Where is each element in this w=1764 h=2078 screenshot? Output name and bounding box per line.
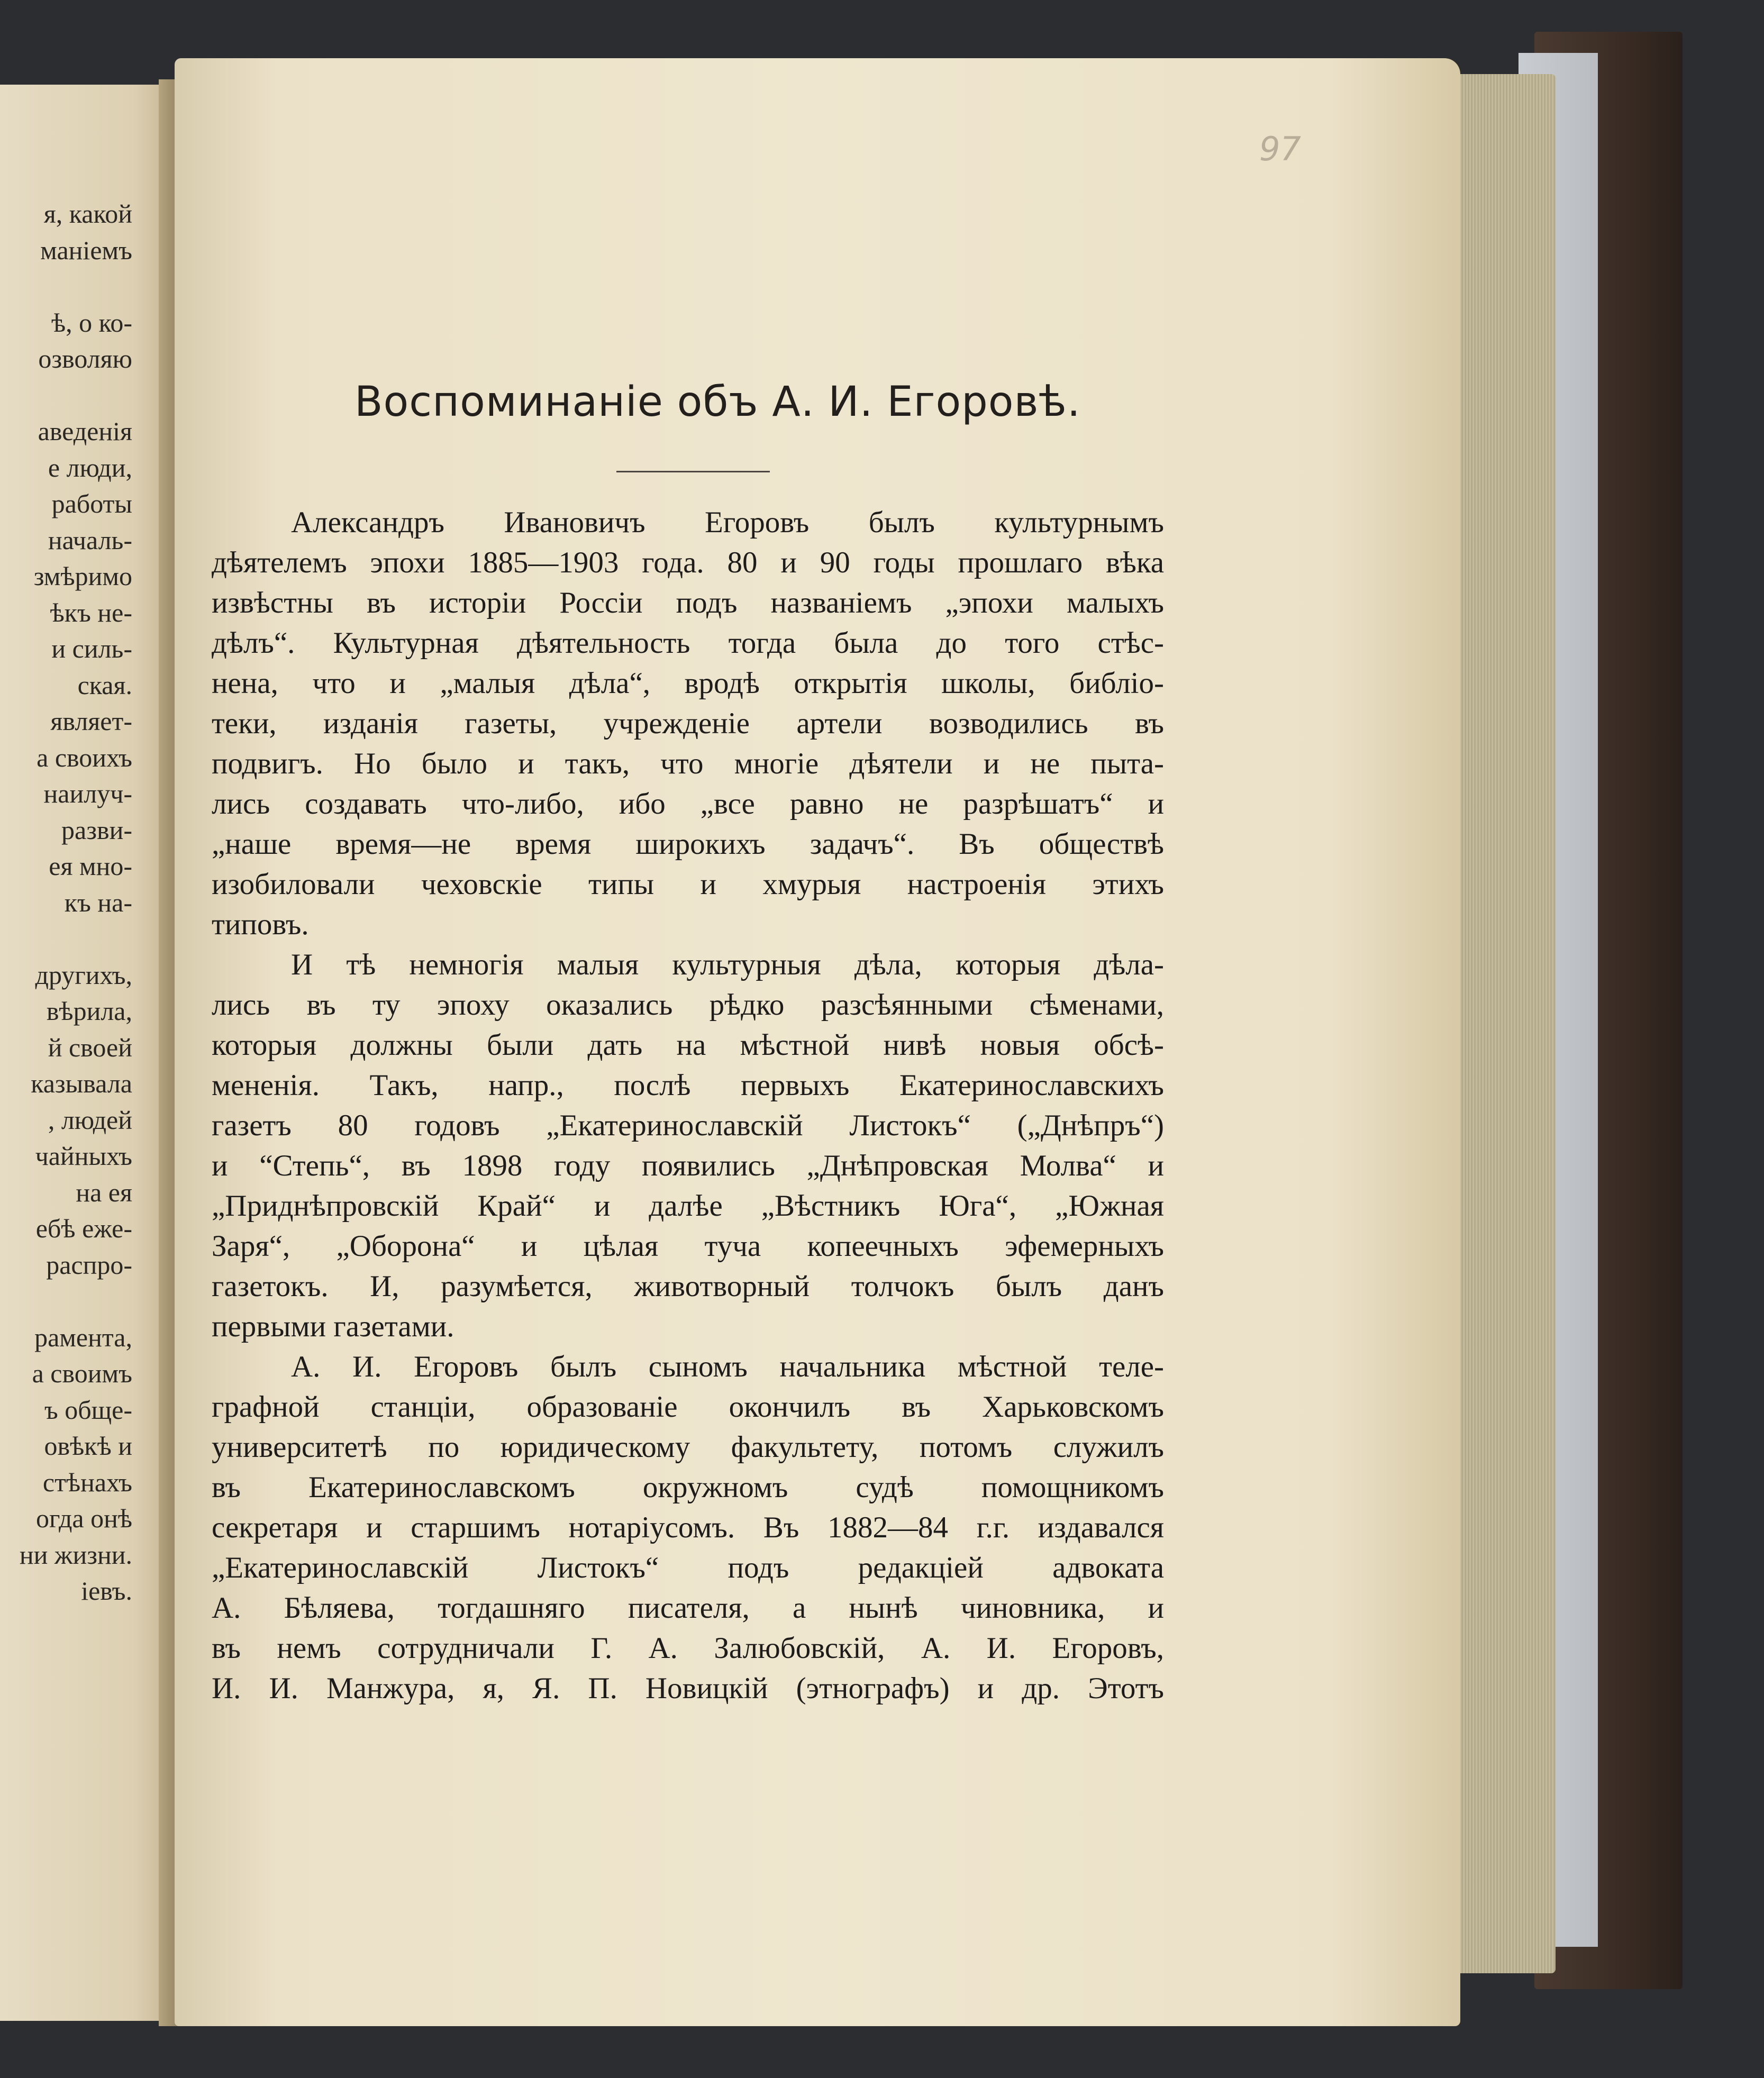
left-page-line: ѣкъ не- (50, 597, 132, 627)
body-line: лись создавать что-либо, ибо „все равно не разрѣшатъ“ и (212, 787, 1164, 821)
body-line: извѣстны въ исторіи Россіи подъ названіемъ „эпохи малыхъ (212, 586, 1164, 619)
body-line: Александръ Ивановичъ Егоровъ былъ культурнымъ (291, 506, 1164, 539)
page-number: 97 (1259, 130, 1301, 168)
left-page-line (0, 377, 132, 414)
left-page-line: распро- (46, 1250, 132, 1280)
left-page-line: на ея (76, 1177, 132, 1207)
left-page-line: и силь- (51, 634, 132, 663)
body-line: университетѣ по юридическому факультету, потомъ служилъ (212, 1430, 1164, 1464)
left-page-line: казывала (31, 1069, 132, 1098)
body-line: А. Бѣляева, тогдашняго писателя, а нынѣ чиновника, и (212, 1591, 1164, 1625)
title-rule (616, 471, 770, 472)
left-page-line: другихъ, (35, 960, 132, 990)
left-page-line: началь- (48, 525, 132, 555)
body-line: подвигъ. Но было и такъ, что многіе дѣятели и не пыта- (212, 747, 1164, 780)
left-page-line: ея мно- (49, 851, 132, 881)
body-line: лись въ ту эпоху оказались рѣдко разсѣянными сѣменами, (212, 988, 1164, 1022)
body-line: газетъ 80 годовъ „Екатеринославскій Листокъ“ („Днѣпръ“) (212, 1109, 1164, 1142)
body-line: „Екатеринославскій Листокъ“ подъ редакціей адвоката (212, 1551, 1164, 1584)
left-page-line: а своимъ (32, 1359, 132, 1388)
body-line: теки, изданія газеты, учрежденіе артели возводились въ (212, 707, 1164, 740)
left-page-line: а своихъ (37, 742, 132, 772)
left-page-line: іевъ. (81, 1576, 132, 1606)
body-line: И тѣ немногія малыя культурныя дѣла, которыя дѣла- (291, 948, 1164, 981)
body-line: графной станціи, образованіе окончилъ въ Харьковскомъ (212, 1390, 1164, 1424)
body-line: которыя должны были дать на мѣстной нивѣ новыя обсѣ- (212, 1028, 1164, 1062)
left-page-line: ъ обще- (44, 1395, 132, 1425)
left-page-line: чайныхъ (35, 1141, 132, 1171)
body-line: газетокъ. И, разумѣется, животворный толчокъ былъ данъ (212, 1270, 1164, 1303)
page-edges (1450, 74, 1556, 1973)
left-page-line: разви- (61, 815, 132, 845)
left-page-line: огда онѣ (35, 1503, 132, 1533)
body-line: дѣлъ“. Культурная дѣятельность тогда была до того стѣс- (212, 626, 1164, 660)
body-line: дѣятелемъ эпохи 1885—1903 года. 80 и 90 годы прошлаго вѣка (212, 546, 1164, 579)
body-line: „наше время—не время широкихъ задачъ“. Въ обществѣ (212, 827, 1164, 861)
body-line: секретаря и старшимъ нотаріусомъ. Въ 1882—84 г.г. издавался (212, 1511, 1164, 1544)
body-line: мененія. Такъ, напр., послѣ первыхъ Екатеринославскихъ (212, 1069, 1164, 1102)
left-page-line: овѣкѣ и (44, 1431, 132, 1461)
left-page-line: , людей (48, 1105, 132, 1135)
left-page-line: ебѣ еже- (35, 1214, 132, 1243)
left-page-line: маніемъ (40, 235, 132, 265)
body-line: типовъ. (212, 908, 309, 941)
left-page-line: работы (51, 489, 132, 518)
left-page-line: рамента, (34, 1322, 132, 1352)
left-page-line: аведенія (38, 416, 132, 446)
body-line: и “Степь“, въ 1898 году появились „Днѣпровская Молва“ и (212, 1149, 1164, 1182)
left-page-line: змѣримо (33, 561, 132, 591)
body-line: въ немъ сотрудничали Г. А. Залюбовскій, А. И. Егоровъ, (212, 1632, 1164, 1665)
left-page-line: я, какой (43, 199, 132, 229)
body-line: „Приднѣпровскій Край“ и далѣе „Вѣстникъ Юга“, „Южная (212, 1189, 1164, 1223)
left-page-text (0, 196, 132, 1609)
article-body (212, 503, 1164, 1709)
left-page-line (0, 268, 132, 305)
body-line: изобиловали чеховскіе типы и хмурыя настроенія этихъ (212, 868, 1164, 901)
left-page-line: къ на- (64, 887, 132, 917)
left-page-line: являет- (50, 706, 132, 736)
left-page-line: ѣ, о ко- (51, 307, 132, 338)
left-page-line: й своей (48, 1032, 132, 1062)
left-page-line (0, 1283, 132, 1319)
left-page-line (0, 920, 132, 957)
left-page-line: е люди, (48, 452, 132, 482)
left-page-line: ни жизни. (19, 1539, 132, 1570)
left-page-line: стѣнахъ (42, 1467, 132, 1497)
body-line: И. И. Манжура, я, Я. П. Новицкій (этнографъ) и др. Этотъ (212, 1672, 1164, 1705)
body-line: А. И. Егоровъ былъ сыномъ начальника мѣстной теле- (291, 1350, 1164, 1383)
article-title: Воспоминаніе объ А. И. Егоровѣ. (354, 378, 1081, 426)
body-line: первыми газетами. (212, 1310, 454, 1343)
body-line: въ Екатеринославскомъ окружномъ судѣ помощникомъ (212, 1471, 1164, 1504)
left-page-line: наилуч- (43, 779, 132, 808)
left-page-line: ская. (77, 670, 132, 700)
left-page-line: вѣрила, (46, 996, 132, 1026)
body-line: Заря“, „Оборона“ и цѣлая туча копеечныхъ эфемерныхъ (212, 1229, 1164, 1263)
body-line: нена, что и „малыя дѣла“, вродѣ открытія школы, библіо- (212, 667, 1164, 700)
left-page-line: озволяю (38, 344, 132, 373)
